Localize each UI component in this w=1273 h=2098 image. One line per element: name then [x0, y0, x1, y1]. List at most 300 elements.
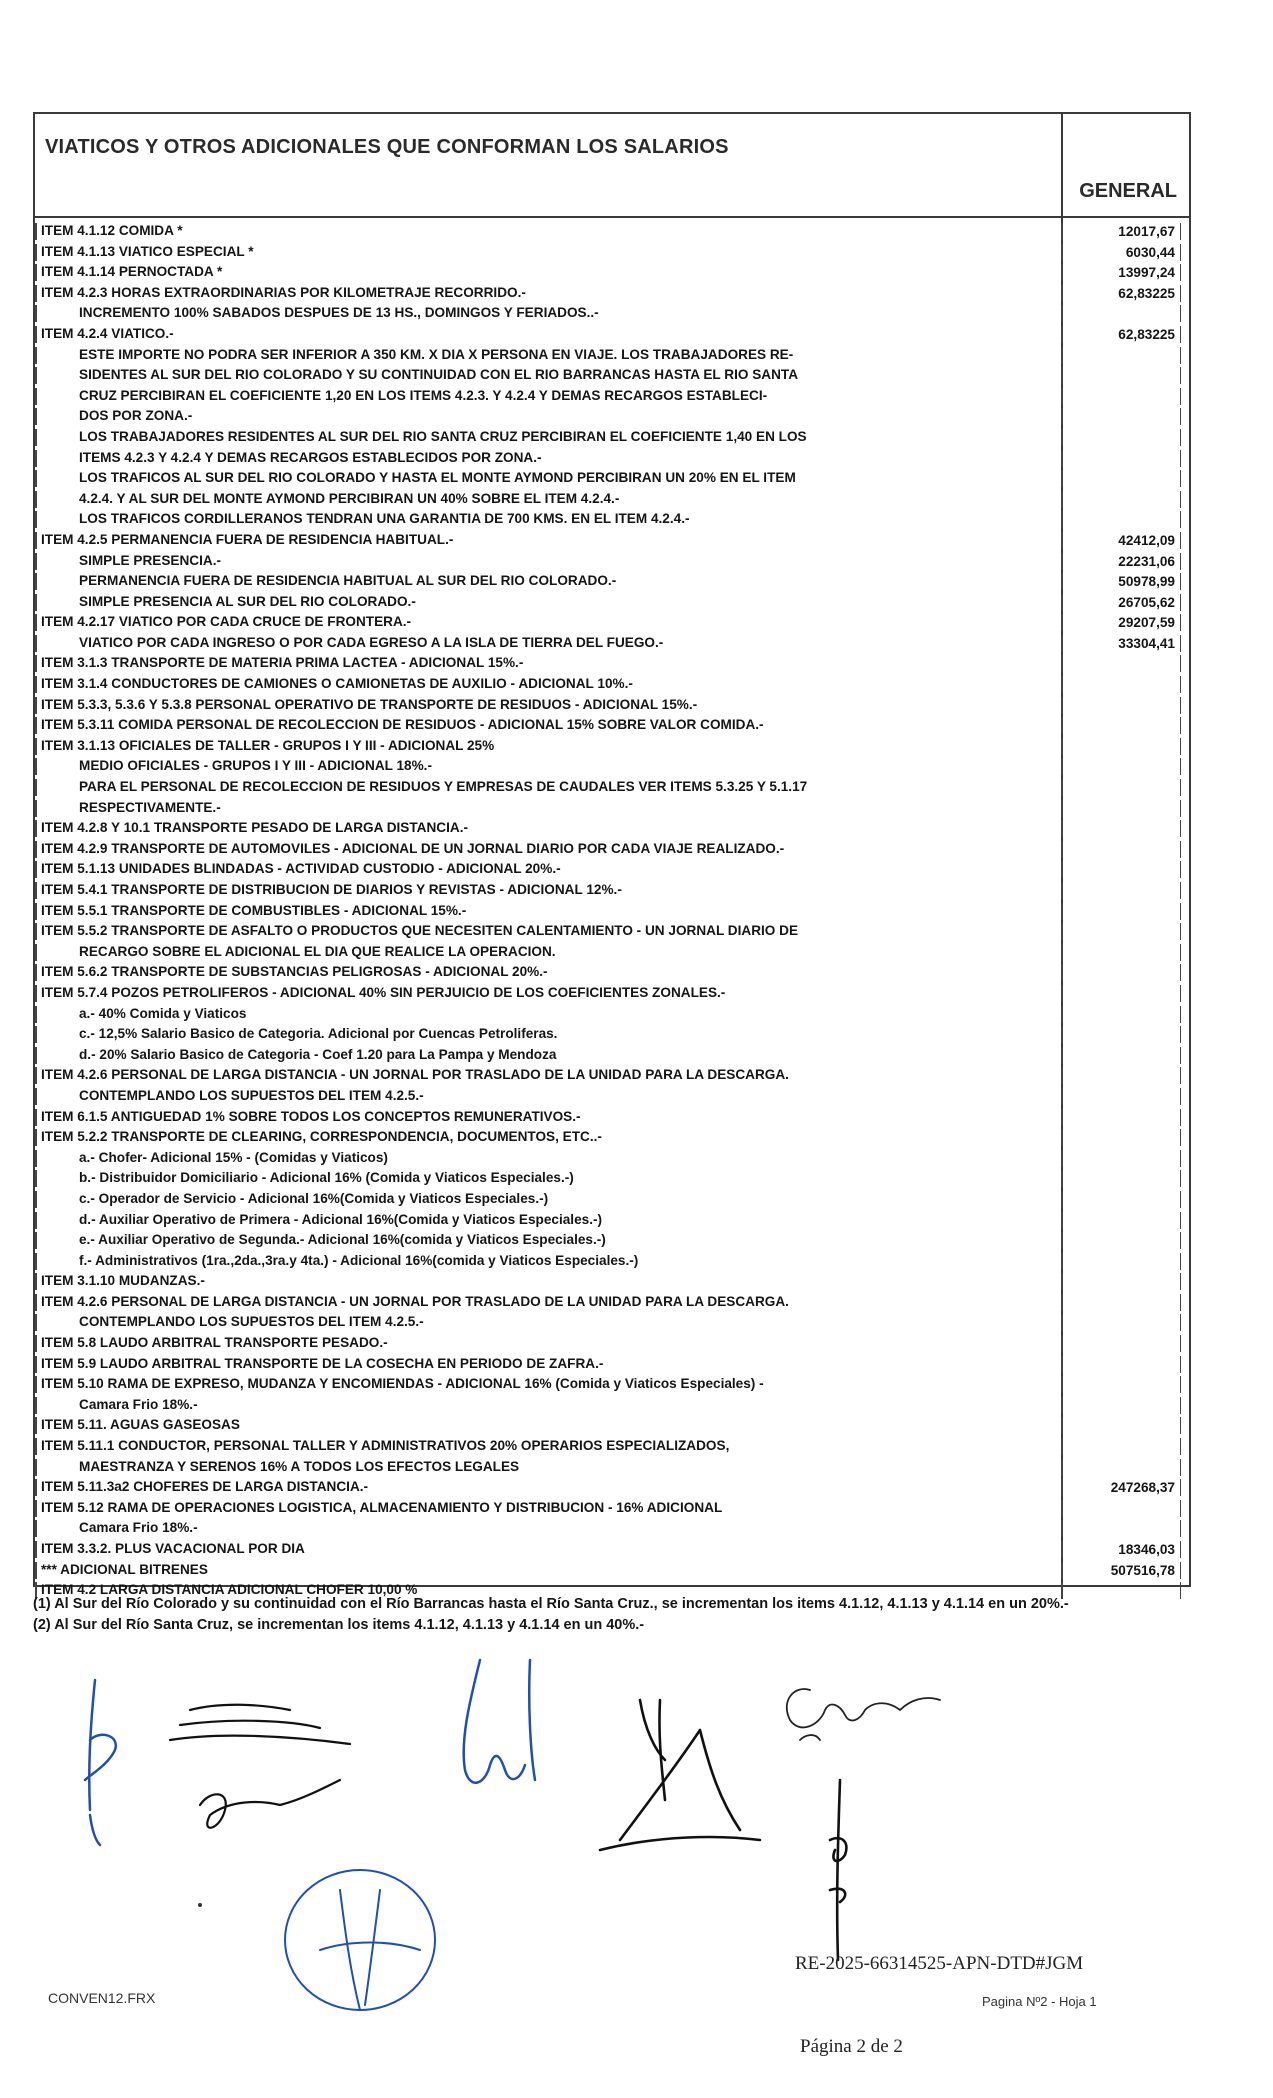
row-left-rule	[35, 1026, 37, 1043]
row-label: DOS POR ZONA.-	[79, 408, 193, 424]
row-label: CONTEMPLANDO LOS SUPUESTOS DEL ITEM 4.2.5.-	[79, 1314, 424, 1330]
table-row	[35, 839, 1189, 860]
row-label: b.- Distribuidor Domiciliario - Adicional 16% (Comida y Viaticos Especiales.-)	[79, 1170, 574, 1186]
row-right-rule	[1180, 408, 1182, 425]
row-left-rule	[35, 614, 37, 631]
table-row	[35, 448, 1189, 469]
row-mid-rule	[1061, 1459, 1063, 1476]
row-mid-rule	[1061, 1438, 1063, 1455]
row-right-rule	[1180, 820, 1182, 837]
row-mid-rule	[1061, 326, 1063, 343]
row-label: a.- Chofer- Adicional 15% - (Comidas y Viaticos)	[79, 1149, 388, 1165]
row-mid-rule	[1061, 1212, 1063, 1229]
row-label: ESTE IMPORTE NO PODRA SER INFERIOR A 350 KM. X DIA X PERSONA EN VIAJE. LOS TRABAJADORES RE-	[79, 346, 794, 362]
row-left-rule	[35, 511, 37, 528]
signature-stamp	[285, 1870, 435, 2010]
row-right-rule	[1180, 1582, 1182, 1599]
row-left-rule	[35, 820, 37, 837]
row-mid-rule	[1061, 1376, 1063, 1393]
row-left-rule	[35, 1541, 37, 1558]
row-mid-rule	[1061, 408, 1063, 425]
row-right-rule	[1180, 1047, 1182, 1064]
row-value: 6030,44	[1125, 244, 1175, 260]
row-right-rule	[1180, 1376, 1182, 1393]
row-right-rule	[1180, 223, 1182, 240]
row-label: ITEM 5.5.1 TRANSPORTE DE COMBUSTIBLES - ADICIONAL 15%.-	[41, 902, 467, 918]
row-mid-rule	[1061, 347, 1063, 364]
row-left-rule	[35, 1356, 37, 1373]
row-right-rule	[1180, 944, 1182, 961]
table-row	[35, 1148, 1189, 1169]
row-mid-rule	[1061, 305, 1063, 322]
table-row	[35, 1292, 1189, 1313]
row-label: ITEM 4.2.8 Y 10.1 TRANSPORTE PESADO DE LARGA DISTANCIA.-	[41, 820, 469, 836]
row-left-rule	[35, 1129, 37, 1146]
row-mid-rule	[1061, 1314, 1063, 1331]
row-left-rule	[35, 717, 37, 734]
row-label: ITEM 5.10 RAMA DE EXPRESO, MUDANZA Y ENCOMIENDAS - ADICIONAL 16% (Comida y Viaticos Especiales) -	[41, 1376, 764, 1392]
row-label: f.- Administrativos (1ra.,2da.,3ra.y 4ta.) - Adicional 16%(comida y Viaticos Especiales.-)	[79, 1252, 639, 1268]
row-label: RECARGO SOBRE EL ADICIONAL EL DIA QUE REALICE LA OPERACION.	[79, 943, 556, 959]
row-mid-rule	[1061, 738, 1063, 755]
row-left-rule	[35, 1397, 37, 1414]
row-label: ITEM 5.8 LAUDO ARBITRAL TRANSPORTE PESADO.-	[41, 1335, 388, 1351]
row-mid-rule	[1061, 1150, 1063, 1167]
row-right-rule	[1180, 655, 1182, 672]
row-left-rule	[35, 388, 37, 405]
row-left-rule	[35, 985, 37, 1002]
row-mid-rule	[1061, 635, 1063, 652]
row-mid-rule	[1061, 511, 1063, 528]
row-left-rule	[35, 305, 37, 322]
table-row	[35, 365, 1189, 386]
row-left-rule	[35, 347, 37, 364]
table-row	[35, 1045, 1189, 1066]
row-label: LOS TRAFICOS CORDILLERANOS TENDRAN UNA GARANTIA DE 700 KMS. EN EL ITEM 4.2.4.-	[79, 511, 690, 527]
row-right-rule	[1180, 676, 1182, 693]
row-left-rule	[35, 697, 37, 714]
table-row	[35, 262, 1189, 283]
row-mid-rule	[1061, 820, 1063, 837]
table-row	[35, 1498, 1189, 1519]
row-mid-rule	[1061, 779, 1063, 796]
table-row	[35, 859, 1189, 880]
row-left-rule	[35, 1438, 37, 1455]
row-mid-rule	[1061, 758, 1063, 775]
row-right-rule	[1180, 1520, 1182, 1537]
row-label: *** ADICIONAL BITRENES	[41, 1561, 208, 1577]
row-mid-rule	[1061, 841, 1063, 858]
row-value: 62,83225	[1118, 285, 1175, 301]
row-right-rule	[1180, 1067, 1182, 1084]
row-label: CRUZ PERCIBIRAN EL COEFICIENTE 1,20 EN LOS ITEMS 4.2.3. Y 4.2.4 Y DEMAS RECARGOS ESTABLECI-	[79, 387, 768, 403]
row-label: ITEM 5.4.1 TRANSPORTE DE DISTRIBUCION DE DIARIOS Y REVISTAS - ADICIONAL 12%.-	[41, 882, 622, 897]
row-mid-rule	[1061, 429, 1063, 446]
row-right-rule	[1180, 388, 1182, 405]
table-row	[35, 921, 1189, 942]
row-left-rule	[35, 326, 37, 343]
document-id: RE-2025-66314525-APN-DTD#JGM	[795, 1953, 1084, 1974]
row-right-rule	[1180, 594, 1182, 611]
row-left-rule	[35, 1067, 37, 1084]
table-row	[35, 1333, 1189, 1354]
row-label: SIDENTES AL SUR DEL RIO COLORADO Y SU CONTINUIDAD CON EL RIO BARRANCAS HASTA EL RIO SANTA	[79, 367, 799, 383]
row-right-rule	[1180, 244, 1182, 261]
row-mid-rule	[1061, 285, 1063, 302]
row-right-rule	[1180, 532, 1182, 549]
row-right-rule	[1180, 903, 1182, 920]
table-row	[35, 242, 1189, 263]
row-right-rule	[1180, 1273, 1182, 1290]
row-label: ITEM 5.1.13 UNIDADES BLINDADAS - ACTIVIDAD CUSTODIO - ADICIONAL 20%.-	[41, 861, 561, 877]
table-row	[35, 653, 1189, 674]
row-value: 22231,06	[1118, 553, 1175, 569]
row-left-rule	[35, 635, 37, 652]
row-label: ITEM 5.11.3a2 CHOFERES DE LARGA DISTANCIA.-	[41, 1479, 369, 1495]
row-right-rule	[1180, 1006, 1182, 1023]
row-right-rule	[1180, 1170, 1182, 1187]
row-label: ITEM 4.2.6 PERSONAL DE LARGA DISTANCIA - UN JORNAL POR TRASLADO DE LA UNIDAD PARA LA DESCARGA.	[41, 1293, 789, 1309]
row-mid-rule	[1061, 1417, 1063, 1434]
table-row	[35, 756, 1189, 777]
row-mid-rule	[1061, 964, 1063, 981]
row-left-rule	[35, 1006, 37, 1023]
table-row	[35, 592, 1189, 613]
row-left-rule	[35, 1459, 37, 1476]
table-row	[35, 962, 1189, 983]
row-right-rule	[1180, 429, 1182, 446]
table-row	[35, 1271, 1189, 1292]
row-label: ITEMS 4.2.3 Y 4.2.4 Y DEMAS RECARGOS ESTABLECIDOS POR ZONA.-	[79, 449, 542, 465]
row-right-rule	[1180, 1109, 1182, 1126]
row-label: MEDIO OFICIALES - GRUPOS I Y III - ADICIONAL 18%.-	[79, 758, 432, 774]
table-row	[35, 324, 1189, 345]
signature-3	[464, 1660, 535, 1783]
row-left-rule	[35, 1212, 37, 1229]
row-mid-rule	[1061, 1397, 1063, 1414]
row-right-rule	[1180, 1191, 1182, 1208]
row-mid-rule	[1061, 655, 1063, 672]
row-right-rule	[1180, 1129, 1182, 1146]
row-right-rule	[1180, 758, 1182, 775]
row-mid-rule	[1061, 923, 1063, 940]
page-count: Página 2 de 2	[800, 2036, 903, 2057]
row-right-rule	[1180, 491, 1182, 508]
row-label: d.- Auxiliar Operativo de Primera - Adicional 16%(Comida y Viaticos Especiales.-)	[79, 1211, 603, 1227]
row-left-rule	[35, 903, 37, 920]
row-left-rule	[35, 408, 37, 425]
row-right-rule	[1180, 1294, 1182, 1311]
table-row	[35, 1477, 1189, 1498]
table-row	[35, 406, 1189, 427]
row-mid-rule	[1061, 1026, 1063, 1043]
row-label: LOS TRAFICOS AL SUR DEL RIO COLORADO Y HASTA EL MONTE AYMOND PERCIBIRAN UN 20% EN EL ITEM	[79, 470, 796, 486]
row-left-rule	[35, 573, 37, 590]
row-label: ITEM 5.11.1 CONDUCTOR, PERSONAL TALLER Y ADMINISTRATIVOS 20% OPERARIOS ESPECIALIZADOS,	[41, 1438, 730, 1454]
row-value: 29207,59	[1118, 615, 1175, 631]
table-row	[35, 777, 1189, 798]
viaticos-table	[33, 112, 1191, 1598]
row-right-rule	[1180, 1397, 1182, 1414]
row-value: 26705,62	[1118, 594, 1175, 610]
row-label: ITEM 5.3.11 COMIDA PERSONAL DE RECOLECCION DE RESIDUOS - ADICIONAL 15% SOBRE VALOR COMIDA.-	[41, 717, 764, 733]
row-label: ITEM 4.2.4 VIATICO.-	[41, 325, 174, 341]
row-right-rule	[1180, 861, 1182, 878]
signature-4	[600, 1700, 760, 1850]
table-row	[35, 901, 1189, 922]
row-mid-rule	[1061, 1335, 1063, 1352]
row-mid-rule	[1061, 264, 1063, 281]
row-label: VIATICO POR CADA INGRESO O POR CADA EGRESO A LA ISLA DE TIERRA DEL FUEGO.-	[79, 634, 664, 650]
table-row	[35, 1560, 1189, 1581]
row-right-rule	[1180, 779, 1182, 796]
table-row	[35, 1189, 1189, 1210]
table-row	[35, 695, 1189, 716]
row-left-rule	[35, 244, 37, 261]
row-mid-rule	[1061, 1088, 1063, 1105]
row-right-rule	[1180, 614, 1182, 631]
row-right-rule	[1180, 964, 1182, 981]
row-left-rule	[35, 223, 37, 240]
row-left-rule	[35, 676, 37, 693]
row-label: ITEM 6.1.5 ANTIGUEDAD 1% SOBRE TODOS LOS CONCEPTOS REMUNERATIVOS.-	[41, 1108, 581, 1124]
row-left-rule	[35, 1170, 37, 1187]
row-right-rule	[1180, 573, 1182, 590]
row-mid-rule	[1061, 1479, 1063, 1496]
row-mid-rule	[1061, 1541, 1063, 1558]
table-row	[35, 1230, 1189, 1251]
table-row	[35, 633, 1189, 654]
row-label: c.- 12,5% Salario Basico de Categoria. Adicional por Cuencas Petroliferas.	[79, 1026, 558, 1042]
table-row	[35, 1312, 1189, 1333]
row-left-rule	[35, 1047, 37, 1064]
table-row	[35, 1518, 1189, 1539]
row-label: ITEM 5.6.2 TRANSPORTE DE SUBSTANCIAS PELIGROSAS - ADICIONAL 20%.-	[41, 964, 548, 980]
row-mid-rule	[1061, 717, 1063, 734]
row-label: ITEM 5.9 LAUDO ARBITRAL TRANSPORTE DE LA COSECHA EN PERIODO DE ZAFRA.-	[41, 1355, 604, 1371]
row-mid-rule	[1061, 450, 1063, 467]
table-row	[35, 571, 1189, 592]
row-mid-rule	[1061, 470, 1063, 487]
row-mid-rule	[1061, 594, 1063, 611]
row-right-rule	[1180, 1459, 1182, 1476]
table-row	[35, 1374, 1189, 1395]
table-row	[35, 1024, 1189, 1045]
row-label: RESPECTIVAMENTE.-	[79, 799, 221, 815]
row-left-rule	[35, 964, 37, 981]
row-right-rule	[1180, 635, 1182, 652]
table-row	[35, 715, 1189, 736]
row-mid-rule	[1061, 532, 1063, 549]
row-mid-rule	[1061, 244, 1063, 261]
row-mid-rule	[1061, 882, 1063, 899]
row-mid-rule	[1061, 367, 1063, 384]
row-label: ITEM 5.2.2 TRANSPORTE DE CLEARING, CORRESPONDENCIA, DOCUMENTOS, ETC..-	[41, 1129, 602, 1145]
row-mid-rule	[1061, 676, 1063, 693]
row-right-rule	[1180, 882, 1182, 899]
row-mid-rule	[1061, 800, 1063, 817]
row-mid-rule	[1061, 223, 1063, 240]
row-label: ITEM 5.7.4 POZOS PETROLIFEROS - ADICIONAL 40% SIN PERJUICIO DE LOS COEFICIENTES ZONALES.-	[41, 984, 726, 1000]
row-left-rule	[35, 532, 37, 549]
row-label: a.- 40% Comida y Viaticos	[79, 1005, 247, 1021]
row-value: 50978,99	[1118, 574, 1175, 590]
row-mid-rule	[1061, 1067, 1063, 1084]
row-mid-rule	[1061, 614, 1063, 631]
row-value: 507516,78	[1110, 1562, 1175, 1578]
row-left-rule	[35, 1520, 37, 1537]
row-right-rule	[1180, 1088, 1182, 1105]
row-left-rule	[35, 1335, 37, 1352]
row-left-rule	[35, 1088, 37, 1105]
row-label: LOS TRABAJADORES RESIDENTES AL SUR DEL RIO SANTA CRUZ PERCIBIRAN EL COEFICIENTE 1,40 EN LOS	[79, 428, 807, 444]
signature-2	[170, 1705, 350, 1828]
row-value: 12017,67	[1118, 224, 1175, 239]
row-left-rule	[35, 450, 37, 467]
row-label: d.- 20% Salario Basico de Categoria - Coef 1.20 para La Pampa y Mendoza	[79, 1046, 557, 1062]
row-right-rule	[1180, 450, 1182, 467]
row-label: ITEM 5.11. AGUAS GASEOSAS	[41, 1417, 240, 1433]
row-left-rule	[35, 738, 37, 755]
table-row	[35, 1539, 1189, 1560]
row-left-rule	[35, 264, 37, 281]
row-mid-rule	[1061, 1232, 1063, 1249]
table-row	[35, 283, 1189, 304]
table-row	[35, 551, 1189, 572]
row-left-rule	[35, 923, 37, 940]
row-label: ITEM 4.2.9 TRANSPORTE DE AUTOMOVILES - ADICIONAL DE UN JORNAL DIARIO POR CADA VIAJE REALIZADO.-	[41, 840, 785, 856]
table-row	[35, 1086, 1189, 1107]
table-row	[35, 1168, 1189, 1189]
row-left-rule	[35, 841, 37, 858]
row-mid-rule	[1061, 985, 1063, 1002]
footnote-2: (2) Al Sur del Río Santa Cruz, se incrementan los items 4.1.12, 4.1.13 y 4.1.14 en un 40%.-	[33, 1617, 645, 1633]
row-value: 247268,37	[1110, 1480, 1175, 1496]
row-label: Camara Frio 18%.-	[79, 1520, 198, 1536]
footnotes	[33, 1596, 1069, 1638]
row-right-rule	[1180, 800, 1182, 817]
row-label: ITEM 5.12 RAMA DE OPERACIONES LOGISTICA, ALMACENAMIENTO Y DISTRIBUCION - 16% ADICIONAL	[41, 1499, 723, 1515]
row-label: ITEM 4.1.13 VIATICO ESPECIAL *	[41, 243, 254, 259]
row-value: 42412,09	[1118, 532, 1175, 548]
row-left-rule	[35, 882, 37, 899]
row-label: ITEM 5.5.2 TRANSPORTE DE ASFALTO O PRODUCTOS QUE NECESITEN CALENTAMIENTO - UN JORNAL DIARIO DE	[41, 923, 799, 939]
table-row	[35, 1251, 1189, 1272]
row-mid-rule	[1061, 1109, 1063, 1126]
row-label: ITEM 4.1.12 COMIDA *	[41, 223, 183, 238]
row-label: ITEM 4.2.5 PERMANENCIA FUERA DE RESIDENCIA HABITUAL.-	[41, 531, 454, 547]
row-right-rule	[1180, 1417, 1182, 1434]
row-right-rule	[1180, 1479, 1182, 1496]
row-left-rule	[35, 1376, 37, 1393]
row-left-rule	[35, 944, 37, 961]
table-row	[35, 509, 1189, 530]
table-row	[35, 1127, 1189, 1148]
row-right-rule	[1180, 305, 1182, 322]
row-label: MAESTRANZA Y SERENOS 16% A TODOS LOS EFECTOS LEGALES	[79, 1458, 520, 1474]
row-left-rule	[35, 1417, 37, 1434]
row-right-rule	[1180, 1212, 1182, 1229]
row-mid-rule	[1061, 553, 1063, 570]
row-label: c.- Operador de Servicio - Adicional 16%(Comida y Viaticos Especiales.-)	[79, 1190, 549, 1206]
row-right-rule	[1180, 1253, 1182, 1270]
row-left-rule	[35, 553, 37, 570]
row-right-rule	[1180, 285, 1182, 302]
row-label: CONTEMPLANDO LOS SUPUESTOS DEL ITEM 4.2.5.-	[79, 1087, 424, 1103]
row-left-rule	[35, 1294, 37, 1311]
table-row	[35, 1210, 1189, 1231]
table-row	[35, 612, 1189, 633]
table-row	[35, 674, 1189, 695]
row-label: ITEM 3.3.2. PLUS VACACIONAL POR DIA	[41, 1541, 305, 1556]
table-header	[35, 114, 1189, 218]
row-left-rule	[35, 1314, 37, 1331]
row-left-rule	[35, 758, 37, 775]
table-rows	[35, 221, 1189, 1601]
row-right-rule	[1180, 553, 1182, 570]
table-row	[35, 1436, 1189, 1457]
row-right-rule	[1180, 1562, 1182, 1579]
row-left-rule	[35, 655, 37, 672]
row-mid-rule	[1061, 491, 1063, 508]
table-row	[35, 303, 1189, 324]
table-title: VIATICOS Y OTROS ADICIONALES QUE CONFORMAN LOS SALARIOS	[45, 136, 729, 158]
row-right-rule	[1180, 367, 1182, 384]
row-right-rule	[1180, 738, 1182, 755]
table-row	[35, 1065, 1189, 1086]
row-mid-rule	[1061, 388, 1063, 405]
row-right-rule	[1180, 264, 1182, 281]
row-left-rule	[35, 1562, 37, 1579]
table-row	[35, 530, 1189, 551]
row-label: PERMANENCIA FUERA DE RESIDENCIA HABITUAL AL SUR DEL RIO COLORADO.-	[79, 573, 617, 589]
row-mid-rule	[1061, 1500, 1063, 1517]
row-right-rule	[1180, 1232, 1182, 1249]
table-row	[35, 1415, 1189, 1436]
row-left-rule	[35, 1253, 37, 1270]
signature-6	[830, 1780, 846, 1960]
row-right-rule	[1180, 717, 1182, 734]
row-label: ITEM 3.1.4 CONDUCTORES DE CAMIONES O CAMIONETAS DE AUXILIO - ADICIONAL 10%.-	[41, 676, 633, 692]
row-right-rule	[1180, 326, 1182, 343]
table-row	[35, 221, 1189, 242]
row-mid-rule	[1061, 1191, 1063, 1208]
row-right-rule	[1180, 1541, 1182, 1558]
column-header-general: GENERAL	[1079, 180, 1177, 202]
table-row	[35, 818, 1189, 839]
row-mid-rule	[1061, 903, 1063, 920]
row-label: ITEM 4.2 LARGA DISTANCIA ADICIONAL CHOFER 10,00 %	[41, 1582, 418, 1598]
row-right-rule	[1180, 1150, 1182, 1167]
table-row	[35, 942, 1189, 963]
row-mid-rule	[1061, 1273, 1063, 1290]
row-value: 18346,03	[1118, 1542, 1175, 1557]
table-row	[35, 489, 1189, 510]
row-left-rule	[35, 367, 37, 384]
row-left-rule	[35, 285, 37, 302]
table-row	[35, 1395, 1189, 1416]
row-label: ITEM 5.3.3, 5.3.6 Y 5.3.8 PERSONAL OPERATIVO DE TRANSPORTE DE RESIDUOS - ADICIONAL 15%.-	[41, 696, 698, 712]
row-left-rule	[35, 429, 37, 446]
row-label: ITEM 4.1.14 PERNOCTADA *	[41, 264, 223, 280]
row-right-rule	[1180, 1356, 1182, 1373]
row-left-rule	[35, 779, 37, 796]
row-right-rule	[1180, 347, 1182, 364]
row-right-rule	[1180, 511, 1182, 528]
row-label: ITEM 3.1.13 OFICIALES DE TALLER - GRUPOS I Y III - ADICIONAL 25%	[41, 737, 495, 753]
table-row	[35, 1354, 1189, 1375]
row-label: ITEM 3.1.3 TRANSPORTE DE MATERIA PRIMA LACTEA - ADICIONAL 15%.-	[41, 655, 524, 671]
